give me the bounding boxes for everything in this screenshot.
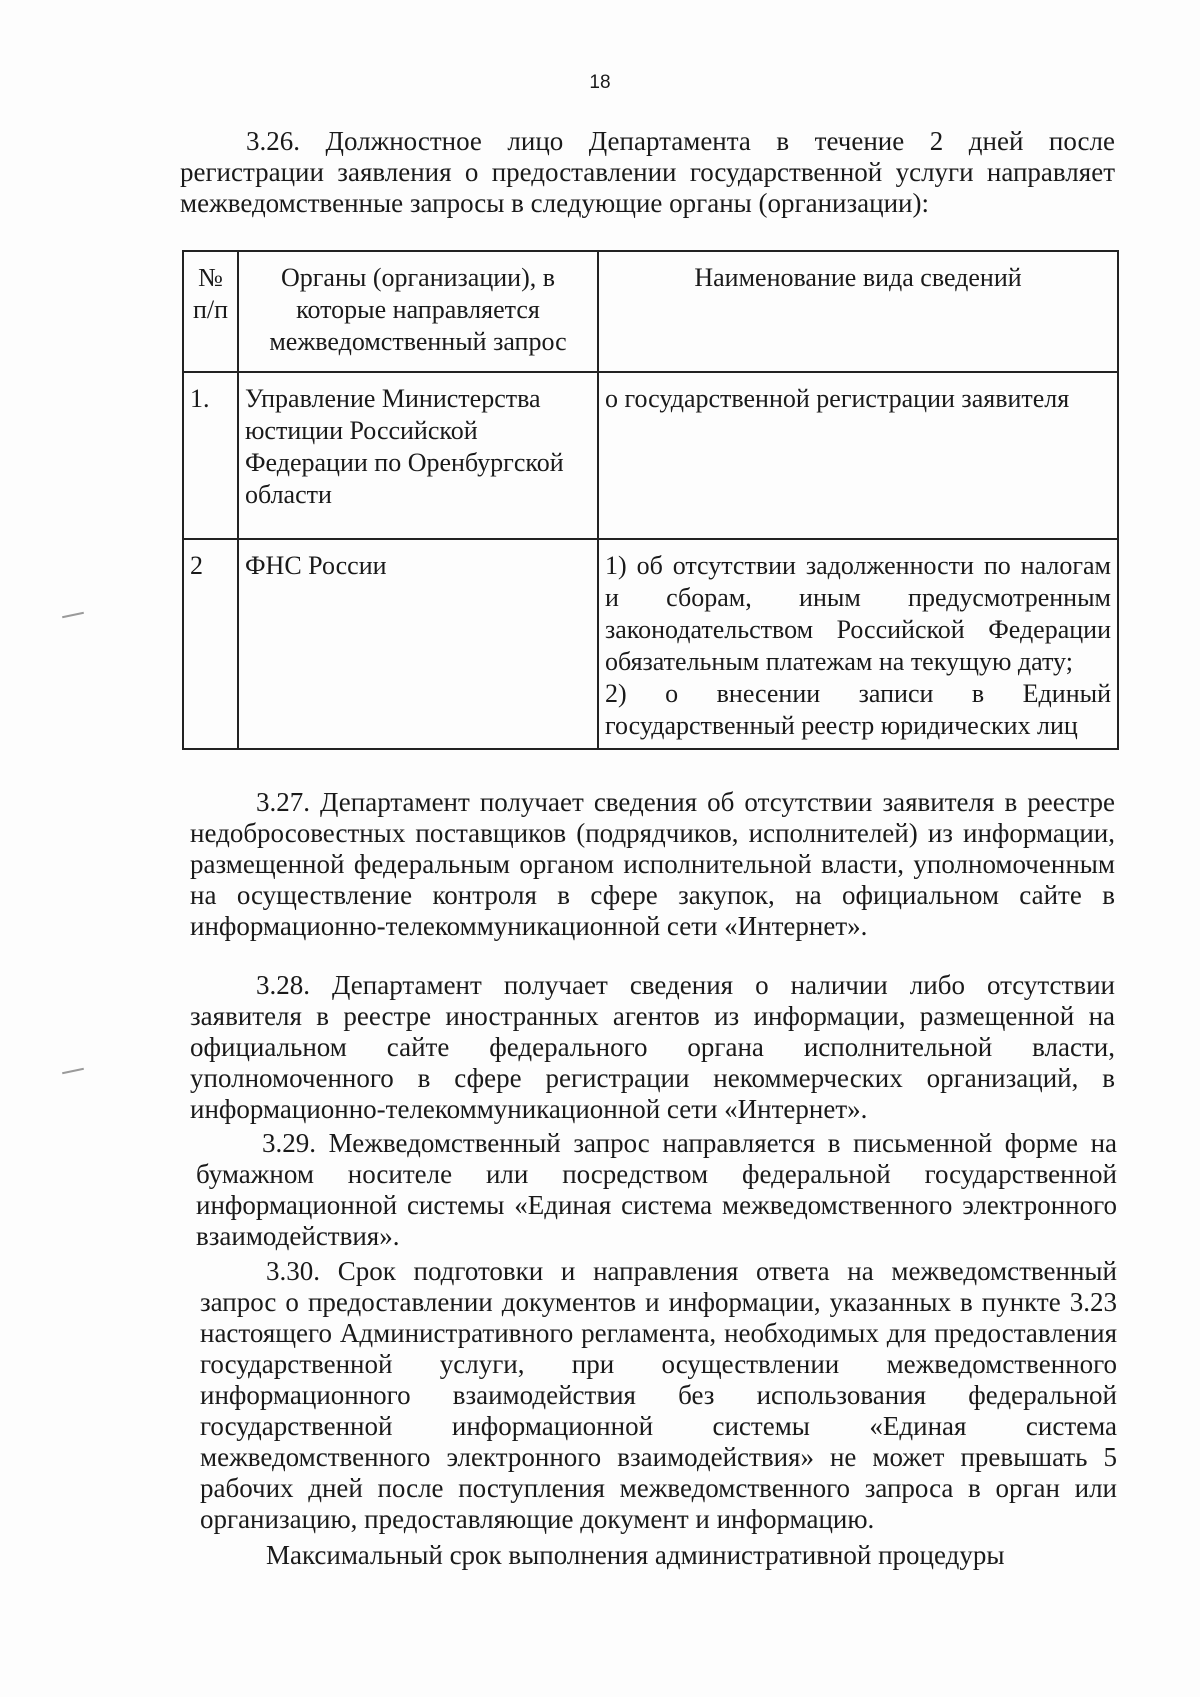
cell-organ: Управление Министерства юстиции Российской Федерации по Оренбургской области: [238, 372, 598, 539]
interagency-requests-table: [182, 250, 1119, 750]
paragraph-text: Максимальный срок выполнения административной процедуры: [266, 1540, 1005, 1570]
cell-organ: ФНС России: [238, 539, 598, 749]
page-number: 18: [589, 72, 611, 93]
paragraph-max-duration: [200, 1540, 1117, 1571]
paragraph-3-30: [200, 1256, 1117, 1535]
info-item-1: 1) об отсутствии задолженности по налогам и сборам, иным предусмотренным законодательством Российской Федерации обязательным платежам на текущую дату;: [605, 551, 1111, 676]
paragraph-text: 3.28. Департамент получает сведения о наличии либо отсутствии заявителя в реестре иностранных агентов из информации, размещенной на официальном сайте федерального органа исполнительной власти, уполномоченного в сфере регистрации некоммерческих организаций, в информационно-телекоммуникационной сети «Интернет».: [190, 970, 1115, 1124]
header-info-type: Наименование вида сведений: [598, 251, 1118, 372]
header-number: № п/п: [183, 251, 238, 372]
paragraph-text: 3.27. Департамент получает сведения об отсутствии заявителя в реестре недобросовестных поставщиков (подрядчиков, исполнителей) из информации, размещенной федеральным органом исполнительной власти, уполномоченным на осуществление контроля в сфере закупок, на официальном сайте в информационно-телекоммуникационной сети «Интернет».: [190, 787, 1115, 941]
cell-number: 1.: [183, 372, 238, 539]
cell-info: [598, 539, 1118, 749]
cell-info: о государственной регистрации заявителя: [598, 372, 1118, 539]
paragraph-text: 3.30. Срок подготовки и направления ответа на межведомственный запрос о предоставлении документов и информации, указанных в пункте 3.23 настоящего Административного регламента, необходимых для предоставления государственной услуги, при осуществлении межведомственного информационного взаимодействия без использования федеральной государственной информационной системы «Единая система межведомственного электронного взаимодействия» не может превышать 5 рабочих дней после поступления межведомственного запроса в орган или организацию, предоставляющие документ и информацию.: [200, 1256, 1117, 1534]
table-header-row: [183, 251, 1118, 372]
paragraph-3-27: [190, 787, 1115, 942]
table-row: [183, 372, 1118, 539]
table-row: [183, 539, 1118, 749]
cell-number: 2: [183, 539, 238, 749]
info-item-2: 2) о внесении записи в Единый государственный реестр юридических лиц: [605, 679, 1111, 740]
scan-artifact: [62, 612, 84, 619]
paragraph-3-28: [190, 970, 1115, 1125]
header-organs: Органы (организации), в которые направляется межведомственный запрос: [238, 251, 598, 372]
scan-artifact: [62, 1068, 84, 1075]
paragraph-3-29: [196, 1128, 1117, 1252]
paragraph-text: 3.26. Должностное лицо Департамента в течение 2 дней после регистрации заявления о предоставлении государственной услуги направляет межведомственные запросы в следующие органы (организации):: [180, 126, 1115, 218]
paragraph-text: 3.29. Межведомственный запрос направляется в письменной форме на бумажном носителе или посредством федеральной государственной информационной системы «Единая система межведомственного электронного взаимодействия».: [196, 1128, 1117, 1251]
paragraph-3-26: [180, 126, 1115, 219]
